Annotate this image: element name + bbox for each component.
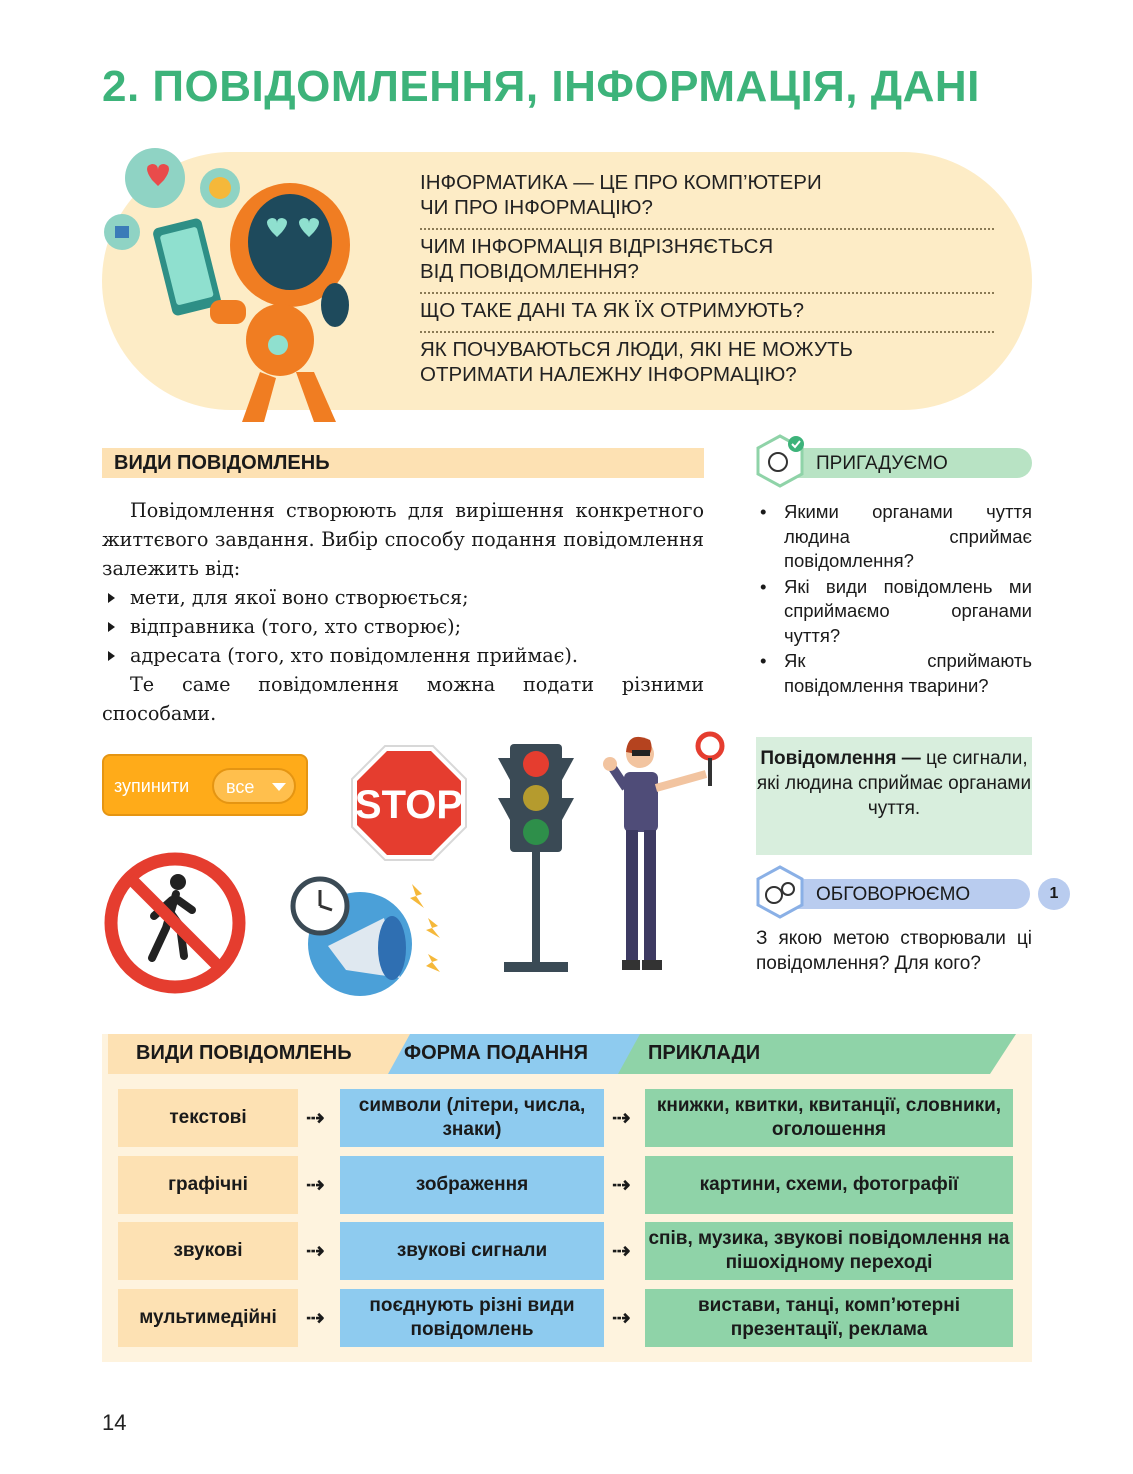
no-pedestrian-sign-icon bbox=[102, 850, 248, 996]
table-cell-type: звукові bbox=[118, 1222, 298, 1280]
table-header-form: ФОРМА ПОДАННЯ bbox=[404, 1042, 588, 1064]
discuss-label: ОБГОВОРЮЄМО bbox=[758, 879, 1030, 909]
dotted-arrow-icon: ⇢ bbox=[612, 1238, 631, 1263]
table-cell-examples: книжки, квитки, квитанції, словники, оголошення bbox=[645, 1089, 1013, 1147]
remember-list bbox=[758, 500, 1032, 699]
table-cell-type: текстові bbox=[118, 1089, 298, 1147]
page-number: 14 bbox=[102, 1410, 127, 1435]
scratch-stop-block: зупинити все bbox=[102, 754, 308, 816]
table-cell-form: зображення bbox=[340, 1156, 604, 1214]
dotted-arrow-icon: ⇢ bbox=[306, 1305, 325, 1330]
dotted-arrow-icon: ⇢ bbox=[612, 1172, 631, 1197]
table-cell-form: звукові сигнали bbox=[340, 1222, 604, 1280]
table-cell-examples: картини, схеми, фотографії bbox=[645, 1156, 1013, 1214]
task-number-badge: 1 bbox=[1038, 878, 1070, 910]
definition-box: Повідомлення — це сигнали, які людина сприймає органами чуття. bbox=[756, 737, 1032, 855]
paragraph: Повідомлення створюють для вирішення конкретного життєвого завдання. Вибір способу подання повідомлення залежить від: bbox=[102, 499, 704, 580]
bullet-item: адресата (того, хто повідомлення приймає). bbox=[102, 641, 704, 670]
chevron-down-icon bbox=[272, 783, 286, 791]
section-body bbox=[102, 496, 704, 728]
section-header: ВИДИ ПОВІДОМЛЕНЬ bbox=[102, 448, 704, 478]
table-cell-examples: спів, музика, звукові повідомлення на пішохідному переході bbox=[645, 1222, 1013, 1280]
table-cell-type: графічні bbox=[118, 1156, 298, 1214]
bullet-item: мети, для якої воно створюється; bbox=[102, 583, 704, 612]
discuss-icon bbox=[756, 865, 804, 919]
intro-question: ЧИМ ІНФОРМАЦІЯ ВІДРІЗНЯЄТЬСЯ ВІД ПОВІДОМЛЕННЯ? bbox=[420, 230, 994, 294]
list-item: • Як сприймають повідомлення тварини? bbox=[758, 649, 1032, 698]
definition-term: Повідомлення bbox=[760, 748, 897, 769]
stop-sign-text: STOP bbox=[354, 783, 464, 827]
discuss-question: З якою метою створювали ці повідомлення? Для кого? bbox=[756, 928, 1032, 974]
intro-question: ЩО ТАКЕ ДАНІ ТА ЯК ЇХ ОТРИМУЮТЬ? bbox=[420, 294, 994, 333]
intro-question: ЯК ПОЧУВАЮТЬСЯ ЛЮДИ, ЯКІ НЕ МОЖУТЬ ОТРИМАТИ НАЛЕЖНУ ІНФОРМАЦІЮ? bbox=[420, 338, 853, 386]
dotted-arrow-icon: ⇢ bbox=[612, 1305, 631, 1330]
scratch-dropdown: все bbox=[212, 768, 296, 804]
megaphone-clock-illustration bbox=[288, 874, 448, 998]
definition-text: це сигнали, які людина сприймає органами чуття. bbox=[756, 748, 1032, 819]
dotted-arrow-icon: ⇢ bbox=[306, 1172, 325, 1197]
list-item: • Якими органами чуття людина сприймає повідомлення? bbox=[758, 500, 1032, 574]
table-header-examples: ПРИКЛАДИ bbox=[648, 1042, 761, 1064]
intro-questions bbox=[420, 166, 994, 395]
page-title: 2. ПОВІДОМЛЕННЯ, ІНФОРМАЦІЯ, ДАНІ bbox=[102, 62, 980, 111]
dotted-arrow-icon: ⇢ bbox=[306, 1238, 325, 1263]
remember-label: ПРИГАДУЄМО bbox=[758, 448, 1032, 478]
bullet-item: відправника (того, хто створює); bbox=[102, 612, 704, 641]
traffic-officer-illustration bbox=[600, 728, 740, 980]
dotted-arrow-icon: ⇢ bbox=[306, 1105, 325, 1130]
intro-question: ІНФОРМАТИКА — ЦЕ ПРО КОМП’ЮТЕРИ ЧИ ПРО ІНФОРМАЦІЮ? bbox=[420, 166, 994, 230]
table-cell-form: поєднують різні види повідомлень bbox=[340, 1289, 604, 1347]
list-item: • Які види повідомлень ми сприймаємо органами чуття? bbox=[758, 575, 1032, 649]
table-cell-form: символи (літери, числа, знаки) bbox=[340, 1089, 604, 1147]
table-cell-type: мультимедійні bbox=[118, 1289, 298, 1347]
traffic-light-icon bbox=[496, 740, 576, 976]
robot-illustration bbox=[100, 140, 400, 430]
table-cell-examples: вистави, танці, комп’ютерні презентації, реклама bbox=[645, 1289, 1013, 1347]
stop-sign-icon bbox=[350, 744, 468, 862]
remember-icon bbox=[756, 434, 804, 488]
paragraph: Те саме повідомлення можна подати різними способами. bbox=[102, 673, 704, 725]
dotted-arrow-icon: ⇢ bbox=[612, 1105, 631, 1130]
table-header-types: ВИДИ ПОВІДОМЛЕНЬ bbox=[136, 1042, 352, 1064]
